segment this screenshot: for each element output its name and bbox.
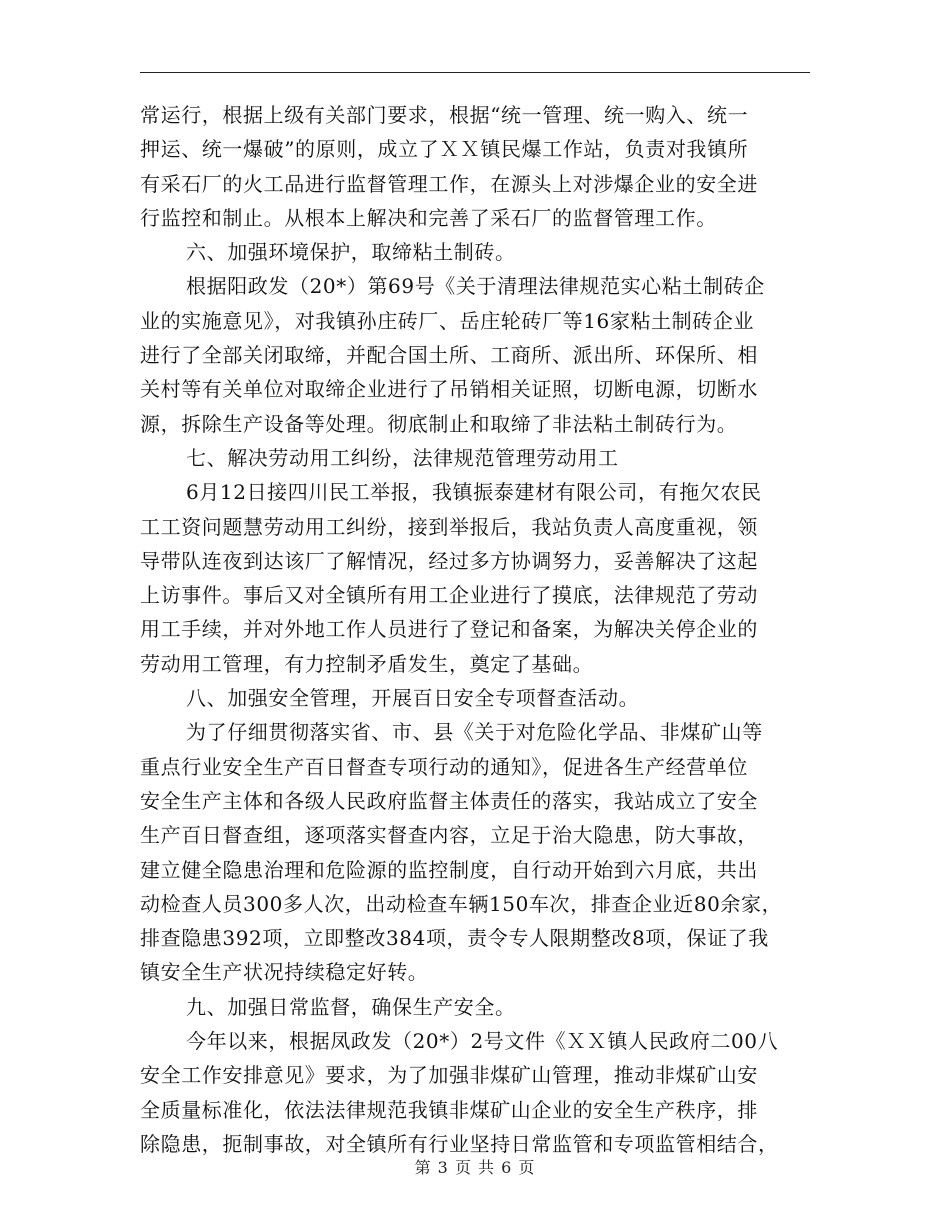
page-footer — [0, 1155, 950, 1178]
text-line: 劳动用工管理，有力控制矛盾发生，奠定了基础。 — [140, 651, 594, 676]
text-line: 重点行业安全生产百日督查专项行动的通知》，促进各生产经营单位 — [140, 754, 748, 779]
text-line: 业的实施意见》，对我镇孙庄砖厂、岳庄轮砖厂等16家粘土制砖企业 — [140, 308, 755, 333]
text-line: 用工手续，并对外地工作人员进行了登记和备案，为解决关停企业的 — [140, 617, 758, 642]
text-line: 八、加强安全管理，开展百日安全专项督查活动。 — [186, 686, 640, 711]
text-line: 上访事件。事后又对全镇所有用工企业进行了摸底，法律规范了劳动 — [140, 583, 758, 608]
text-line: 常运行，根据上级有关部门要求，根据“统一管理、统一购入、统一 — [140, 103, 749, 127]
text-line: 为了仔细贯彻落实省、市、县《关于对危险化学品、非煤矿山等 — [186, 720, 763, 745]
text-line: 七、解决劳动用工纠纷，法律规范管理劳动用工 — [186, 445, 619, 470]
document-body — [140, 98, 810, 1161]
text-line: 工工资问题慧劳动用工纠纷，接到举报后，我站负责人高度重视，领 — [140, 514, 758, 539]
text-line: 生产百日督查组，逐项落实督查内容，立足于治大隐患，防大事故， — [140, 823, 758, 848]
text-line: 导带队连夜到达该厂了解情况，经过多方协调努力，妥善解决了这起 — [140, 548, 758, 573]
text-line: 动检查人员300多人次，出动检查车辆150车次，排查企业近80余家， — [140, 891, 783, 916]
text-line: 排查隐患392项，立即整改384项，责令专人限期整改8项，保证了我 — [140, 926, 769, 951]
text-line: 安全生产主体和各级人民政府监督主体责任的落实，我站成立了安全 — [140, 788, 758, 813]
text-line: 除隐患，扼制事故，对全镇所有行业坚持日常监管和专项监管相结合， — [140, 1131, 779, 1156]
text-line: 关村等有关单位对取缔企业进行了吊销相关证照，切断电源，切断水 — [140, 377, 758, 402]
text-line: 有采石厂的火工品进行监督管理工作，在源头上对涉爆企业的安全进 — [140, 171, 758, 196]
text-line: 源，拆除生产设备等处理。彻底制止和取缔了非法粘土制砖行为。 — [140, 411, 738, 436]
text-line: 九、加强日常监督，确保生产安全。 — [186, 994, 516, 1019]
text-line: 进行了全部关闭取缔，并配合国土所、工商所、派出所、环保所、相 — [140, 343, 758, 368]
text-line: 押运、统一爆破”的原则，成立了ＸＸ镇民爆工作站，负责对我镇所 — [140, 137, 749, 162]
text-line: 行监控和制止。从根本上解决和完善了采石厂的监督管理工作。 — [140, 205, 717, 230]
text-line: 今年以来，根据凤政发（20*）2号文件《ＸＸ镇人民政府二00八 — [186, 1029, 779, 1054]
text-line: 6月12日接四川民工举报，我镇振泰建材有限公司，有拖欠农民 — [186, 480, 762, 505]
text-line: 安全工作安排意见》要求，为了加强非煤矿山管理，推动非煤矿山安 — [140, 1063, 758, 1088]
text-line: 根据阳政发（20*）第69号《关于清理法律规范实心粘土制砖企 — [186, 274, 765, 299]
page-number: 第 3 页 共 6 页 — [414, 1158, 536, 1177]
text-line: 全质量标准化，依法法律规范我镇非煤矿山企业的安全生产秩序，排 — [140, 1097, 758, 1122]
text-line: 镇安全生产状况持续稳定好转。 — [140, 960, 429, 985]
text-line: 六、加强环境保护，取缔粘土制砖。 — [186, 240, 516, 265]
text-line: 建立健全隐患治理和危险源的监控制度，自行动开始到六月底，共出 — [140, 857, 758, 882]
header-rule — [140, 72, 810, 73]
